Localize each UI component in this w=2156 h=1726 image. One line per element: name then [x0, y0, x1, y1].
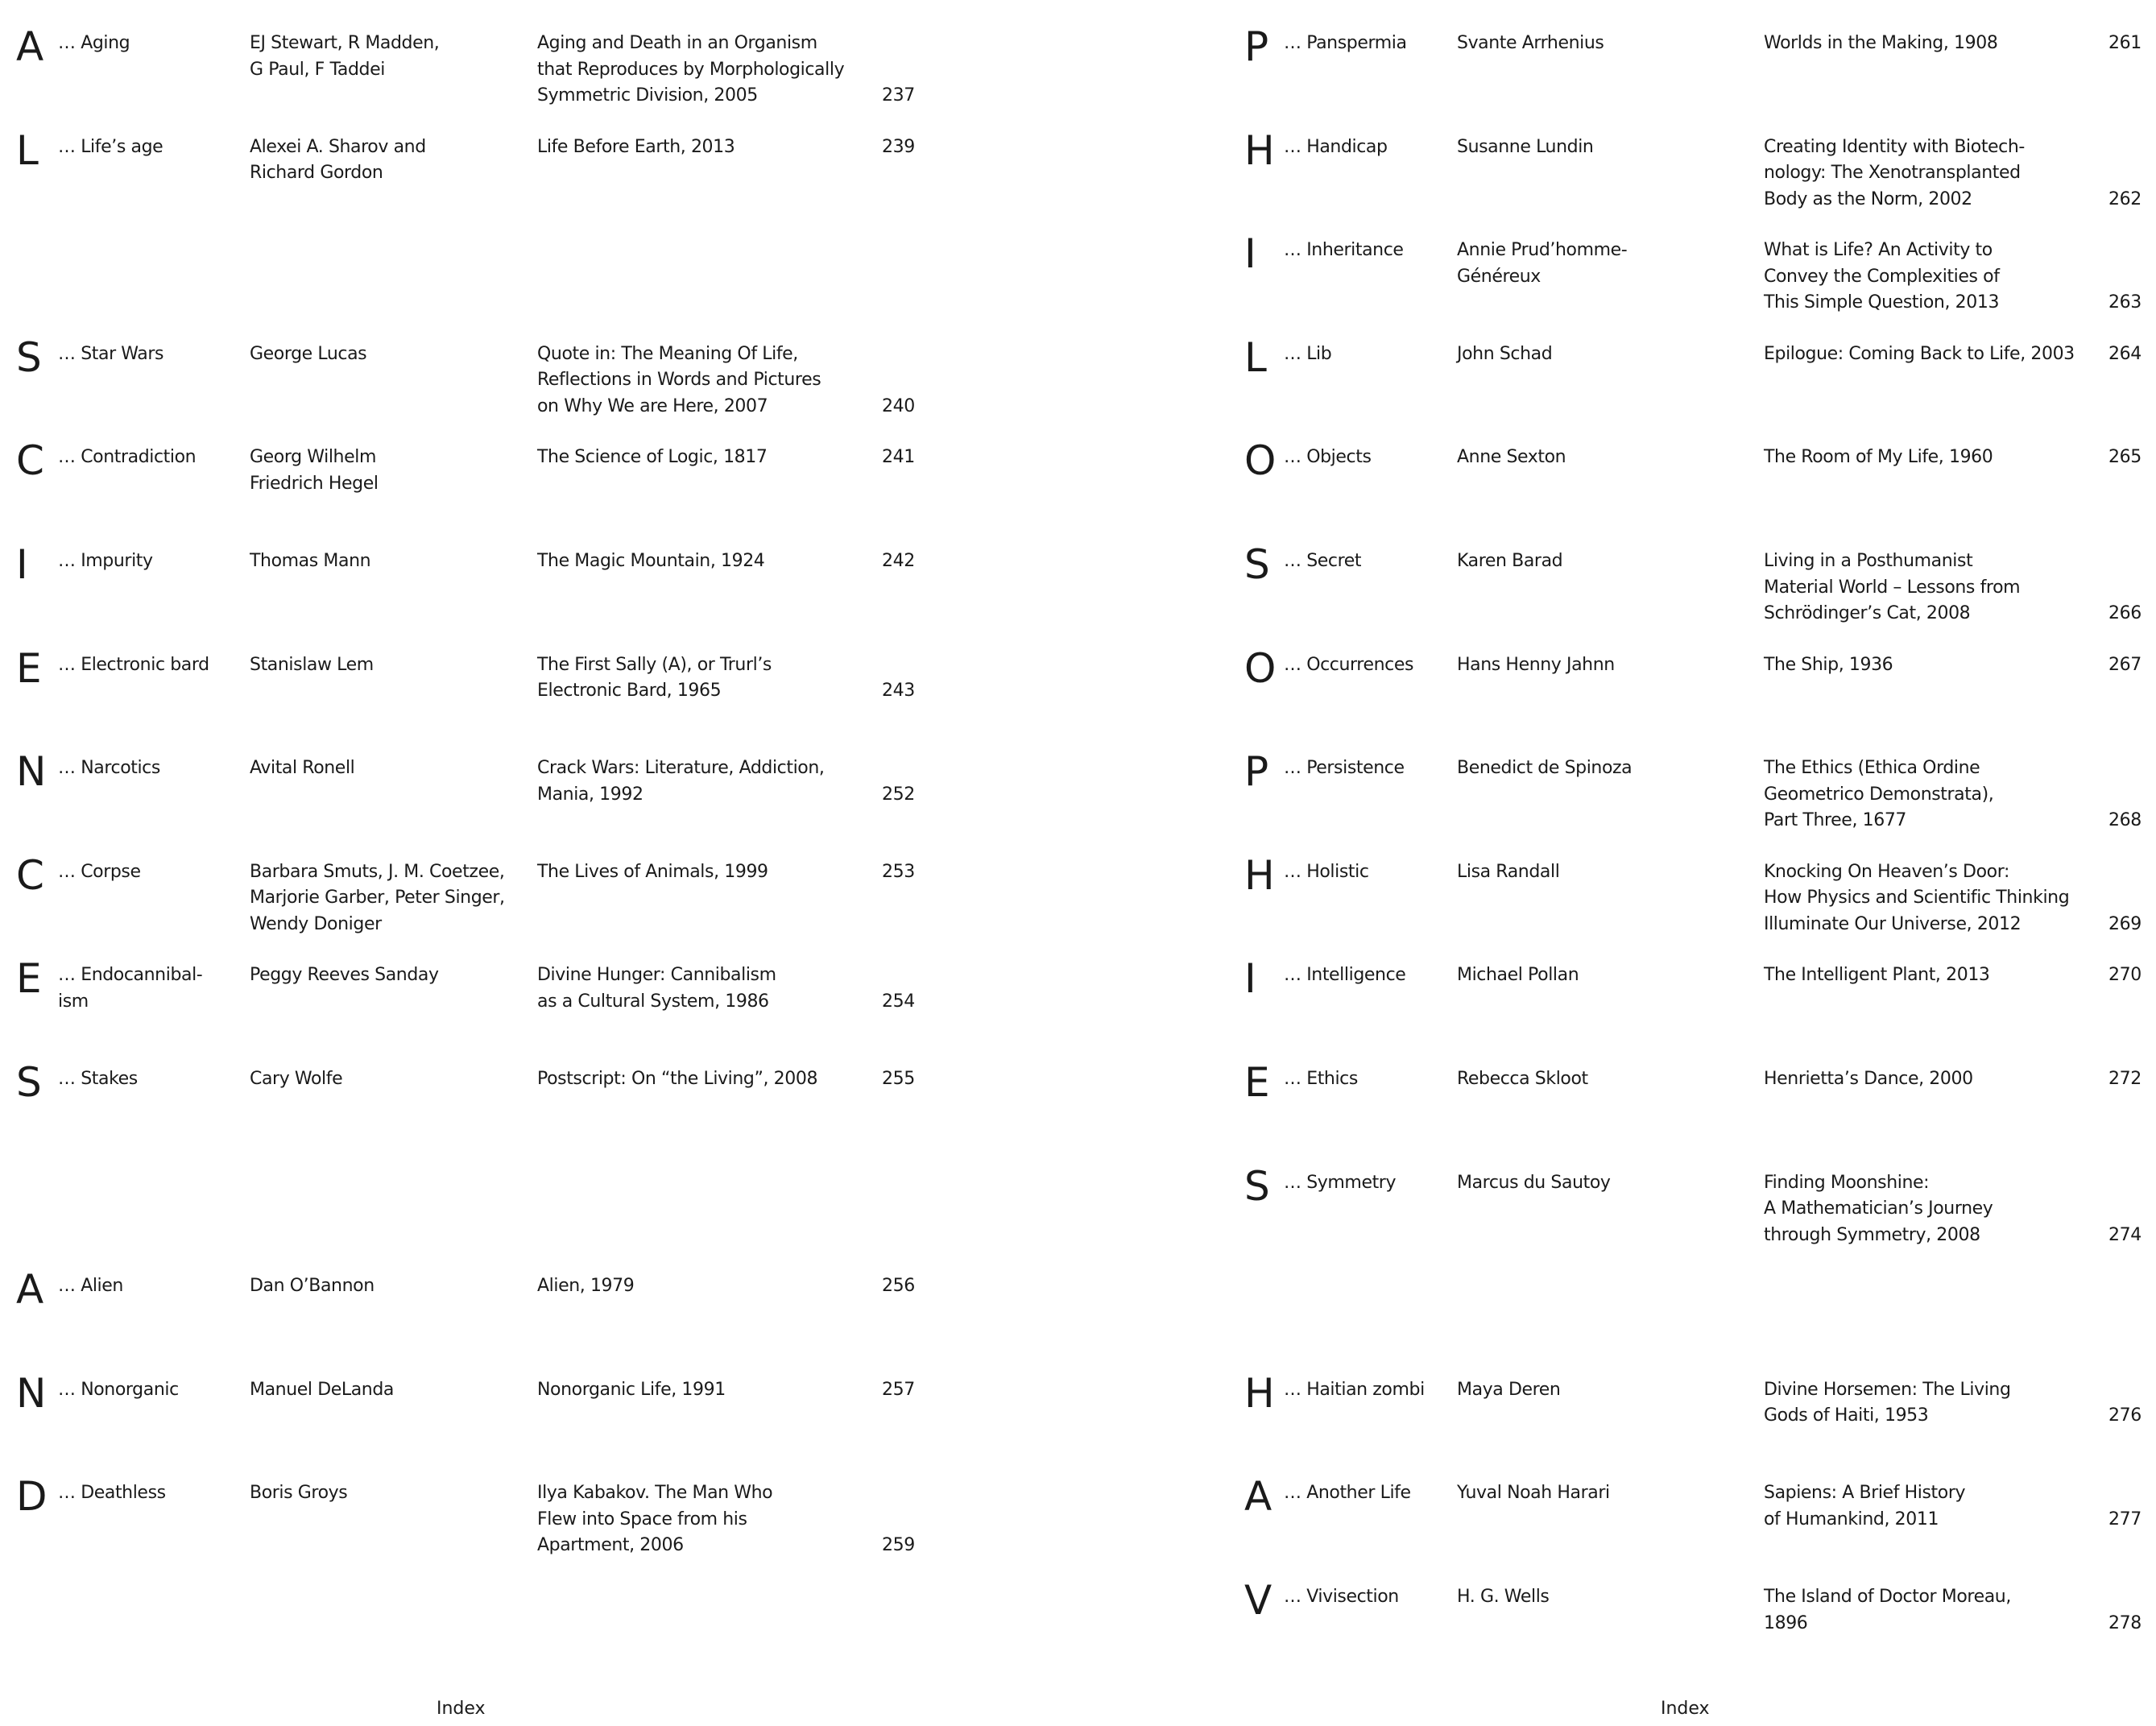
entry-term: … Intelligence: [1284, 965, 1406, 986]
entry-initial-letter: N: [16, 748, 46, 796]
entry-title: Quote in: The Meaning Of Life, Reflections in Words and Pictures on Why We are Here, 2007: [537, 343, 821, 416]
entry-initial-letter: I: [1244, 230, 1256, 278]
index-entry: [1078, 955, 2156, 1066]
entry-term: … Stakes: [58, 1069, 138, 1089]
entry-page-number: 262: [2108, 188, 2142, 209]
entry-term: … Inheritance: [1284, 240, 1404, 261]
index-entry: [0, 955, 1078, 1066]
entry-author: Dan O’Bannon: [250, 1276, 375, 1297]
entry-title: Knocking On Heaven’s Door: How Physics and Scientific Thinking Illuminate Our Universe, 2012: [1764, 861, 2070, 934]
page-footer: Index: [437, 1699, 486, 1719]
entry-initial-letter: H: [1244, 126, 1274, 174]
entry-initial-letter: P: [1244, 748, 1268, 796]
entry-author: Yuval Noah Harari: [1457, 1483, 1610, 1504]
entry-initial-letter: D: [16, 1473, 47, 1521]
entry-title: Nonorganic Life, 1991: [537, 1379, 726, 1400]
entry-author: Benedict de Spinoza: [1457, 758, 1633, 779]
entry-title: Henrietta’s Dance, 2000: [1764, 1069, 1973, 1089]
entry-title: Divine Horsemen: The Living Gods of Haiti, 1953: [1764, 1379, 2011, 1426]
index-entry: [1078, 644, 2156, 755]
entry-author: Svante Arrhenius: [1457, 33, 1604, 53]
entry-initial-letter: N: [16, 1369, 46, 1417]
entry-author: EJ Stewart, R Madden, G Paul, F Taddei: [250, 33, 440, 80]
entry-page-number: 277: [2108, 1509, 2142, 1529]
entry-initial-letter: I: [16, 541, 27, 588]
entry-initial-letter: O: [1244, 437, 1276, 485]
index-entry: [0, 23, 1078, 134]
entry-term: … Deathless: [58, 1483, 166, 1504]
entry-author: H. G. Wells: [1457, 1587, 1550, 1607]
entry-author: Susanne Lundin: [1457, 136, 1594, 157]
entry-initial-letter: S: [1244, 1162, 1269, 1210]
entry-term: … Persistence: [1284, 758, 1405, 779]
entry-page-number: 252: [882, 784, 915, 805]
entry-title: Alien, 1979: [537, 1276, 635, 1297]
entry-author: Rebecca Skloot: [1457, 1069, 1588, 1089]
entry-initial-letter: E: [16, 955, 41, 1003]
entry-author: Thomas Mann: [250, 551, 371, 571]
entry-page-number: 266: [2108, 603, 2142, 623]
entry-initial-letter: A: [16, 1266, 43, 1314]
entry-initial-letter: H: [1244, 1369, 1274, 1417]
entry-page-number: 274: [2108, 1224, 2142, 1245]
entry-initial-letter: E: [16, 644, 41, 692]
index-entry: [1078, 541, 2156, 652]
entry-title: The Island of Doctor Moreau, 1896: [1764, 1587, 2011, 1633]
entry-initial-letter: C: [16, 851, 43, 899]
entry-author: Georg Wilhelm Friedrich Hegel: [250, 447, 379, 494]
index-entry: [1078, 1369, 2156, 1480]
entry-author: Michael Pollan: [1457, 965, 1579, 986]
entry-page-number: 257: [882, 1379, 915, 1400]
entry-term: … Impurity: [58, 551, 153, 571]
entry-author: Marcus du Sautoy: [1457, 1172, 1611, 1193]
entry-term: … Aging: [58, 33, 130, 53]
index-entry: [0, 1473, 1078, 1583]
entry-title: Crack Wars: Literature, Addiction, Mania, 1992: [537, 758, 825, 805]
entry-term: … Handicap: [1284, 136, 1388, 157]
entry-term: … Vivisection: [1284, 1587, 1399, 1607]
index-entry: [1078, 23, 2156, 134]
entry-term: … Ethics: [1284, 1069, 1358, 1089]
index-entry: [0, 1059, 1078, 1169]
entry-title: The Ethics (Ethica Ordine Geometrico Demonstrata), Part Three, 1677: [1764, 758, 1994, 831]
index-entry: [1078, 1162, 2156, 1273]
entry-term: … Occurrences: [1284, 654, 1414, 675]
entry-page-number: 267: [2108, 654, 2142, 675]
entry-initial-letter: S: [16, 1059, 41, 1106]
entry-title: Postscript: On “the Living”, 2008: [537, 1069, 818, 1089]
entry-author: Barbara Smuts, J. M. Coetzee, Marjorie Garber, Peter Singer, Wendy Doniger: [250, 861, 505, 934]
index-entry: [1078, 333, 2156, 445]
entry-initial-letter: A: [16, 23, 43, 70]
entry-initial-letter: S: [1244, 541, 1269, 588]
entry-initial-letter: P: [1244, 23, 1268, 70]
entry-term: … Electronic bard: [58, 654, 209, 675]
index-entry: [0, 126, 1078, 238]
entry-page-number: 239: [882, 136, 915, 157]
entry-term: … Endocannibal- ism: [58, 965, 203, 1012]
entry-term: … Symmetry: [1284, 1172, 1397, 1193]
entry-term: … Corpse: [58, 861, 141, 882]
entry-initial-letter: L: [1244, 333, 1266, 381]
index-entry: [0, 851, 1078, 962]
entry-initial-letter: C: [16, 437, 43, 485]
entry-author: Stanislaw Lem: [250, 654, 374, 675]
entry-author: John Schad: [1457, 343, 1553, 364]
entry-term: … Objects: [1284, 447, 1372, 468]
entry-title: The Ship, 1936: [1764, 654, 1893, 675]
index-entry: [1078, 1473, 2156, 1583]
entry-title: Living in a Posthumanist Material World – Lessons from Schrödinger’s Cat, 2008: [1764, 551, 2021, 623]
entry-title: Finding Moonshine: A Mathematician’s Journey through Symmetry, 2008: [1764, 1172, 1993, 1245]
entry-term: … Holistic: [1284, 861, 1369, 882]
entry-page-number: 254: [882, 991, 915, 1012]
index-entry: [1078, 230, 2156, 341]
entry-initial-letter: S: [16, 333, 41, 381]
entry-term: … Panspermia: [1284, 33, 1407, 53]
entry-title: Aging and Death in an Organism that Reproduces by Morphologically Symmetric Division, 2005: [537, 33, 845, 106]
entry-author: Annie Prud’homme- Généreux: [1457, 240, 1628, 287]
entry-author: Avital Ronell: [250, 758, 355, 779]
entry-term: … Nonorganic: [58, 1379, 179, 1400]
entry-page-number: 268: [2108, 810, 2142, 831]
entry-initial-letter: H: [1244, 851, 1274, 899]
entry-author: Boris Groys: [250, 1483, 348, 1504]
entry-initial-letter: O: [1244, 644, 1276, 692]
entry-page-number: 256: [882, 1276, 915, 1297]
entry-term: … Secret: [1284, 551, 1362, 571]
page-footer: Index: [1661, 1699, 1710, 1719]
entry-page-number: 242: [882, 551, 915, 571]
entry-page-number: 265: [2108, 447, 2142, 468]
entry-term: … Haitian zombi: [1284, 1379, 1425, 1400]
index-entry: [1078, 126, 2156, 238]
index-entry: [0, 644, 1078, 755]
entry-page-number: 253: [882, 861, 915, 882]
entry-title: The Room of My Life, 1960: [1764, 447, 1993, 468]
entry-page-number: 276: [2108, 1405, 2142, 1426]
entry-title: The Magic Mountain, 1924: [537, 551, 765, 571]
entry-title: Divine Hunger: Cannibalism as a Cultural System, 1986: [537, 965, 776, 1012]
entry-title: Epilogue: Coming Back to Life, 2003: [1764, 343, 2075, 364]
entry-author: Karen Barad: [1457, 551, 1563, 571]
index-entry: [0, 437, 1078, 548]
index-entry: [1078, 437, 2156, 548]
entry-initial-letter: I: [1244, 955, 1256, 1003]
entry-page-number: 263: [2108, 292, 2142, 313]
entry-term: … Another Life: [1284, 1483, 1411, 1504]
index-entry: [1078, 1059, 2156, 1169]
entry-term: … Star Wars: [58, 343, 164, 364]
index-entry: [0, 333, 1078, 445]
entry-page-number: 243: [882, 681, 915, 702]
index-entry: [0, 541, 1078, 652]
entry-page-number: 259: [882, 1535, 915, 1556]
entry-term: … Contradiction: [58, 447, 197, 468]
entry-author: George Lucas: [250, 343, 367, 364]
entry-title: Sapiens: A Brief History of Humankind, 2011: [1764, 1483, 1966, 1529]
entry-author: Manuel DeLanda: [250, 1379, 394, 1400]
entry-page-number: 264: [2108, 343, 2142, 364]
index-entry: [0, 1266, 1078, 1376]
entry-title: Life Before Earth, 2013: [537, 136, 735, 157]
index-entry: [0, 1369, 1078, 1480]
entry-term: … Lib: [1284, 343, 1332, 364]
entry-title: Ilya Kabakov. The Man Who Flew into Space from his Apartment, 2006: [537, 1483, 773, 1556]
entry-title: The Science of Logic, 1817: [537, 447, 768, 468]
entry-author: Anne Sexton: [1457, 447, 1566, 468]
entry-page-number: 261: [2108, 33, 2142, 53]
entry-initial-letter: L: [16, 126, 38, 174]
entry-page-number: 272: [2108, 1069, 2142, 1089]
entry-initial-letter: E: [1244, 1059, 1269, 1106]
entry-initial-letter: V: [1244, 1577, 1272, 1624]
entry-author: Lisa Randall: [1457, 861, 1560, 882]
entry-page-number: 241: [882, 447, 915, 468]
entry-author: Hans Henny Jahnn: [1457, 654, 1615, 675]
entry-term: … Life’s age: [58, 136, 163, 157]
index-entry: [1078, 851, 2156, 962]
entry-author: Alexei A. Sharov and Richard Gordon: [250, 136, 426, 184]
entry-page-number: 255: [882, 1069, 915, 1089]
index-entry: [0, 748, 1078, 859]
entry-title: The Intelligent Plant, 2013: [1764, 965, 1990, 986]
entry-term: … Narcotics: [58, 758, 160, 779]
entry-title: The Lives of Animals, 1999: [537, 861, 768, 882]
entry-title: The First Sally (A), or Trurl’s Electronic Bard, 1965: [537, 654, 772, 702]
entry-page-number: 278: [2108, 1612, 2142, 1633]
entry-title: Worlds in the Making, 1908: [1764, 33, 1998, 53]
entry-author: Cary Wolfe: [250, 1069, 343, 1089]
entry-title: What is Life? An Activity to Convey the Complexities of This Simple Question, 2013: [1764, 240, 2000, 313]
entry-page-number: 237: [882, 85, 915, 106]
entry-page-number: 269: [2108, 913, 2142, 934]
entry-initial-letter: A: [1244, 1473, 1272, 1521]
entry-author: Peggy Reeves Sanday: [250, 965, 439, 986]
index-entry: [1078, 1577, 2156, 1687]
entry-page-number: 270: [2108, 965, 2142, 986]
entry-author: Maya Deren: [1457, 1379, 1561, 1400]
right-page: [1078, 0, 2156, 1726]
entry-term: … Alien: [58, 1276, 123, 1297]
index-entry: [1078, 748, 2156, 859]
entry-title: Creating Identity with Biotech- nology: The Xenotransplanted Body as the Norm, 2002: [1764, 136, 2025, 209]
entry-page-number: 240: [882, 395, 915, 416]
